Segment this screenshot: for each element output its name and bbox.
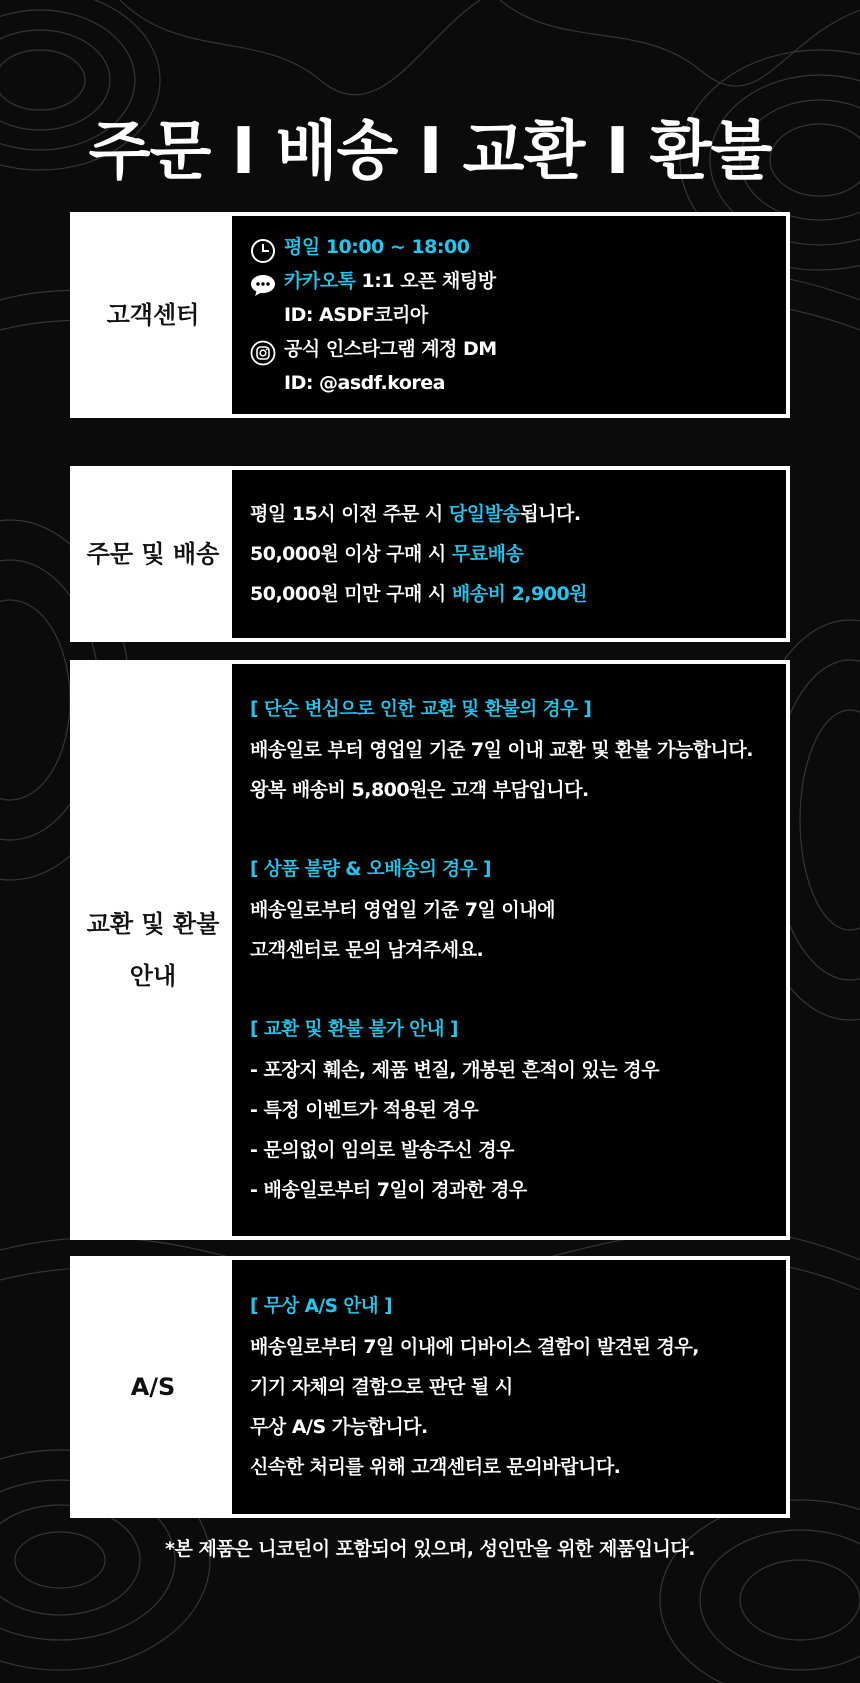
business-hours: 평일 10:00 ~ 18:00	[284, 236, 470, 258]
shipping-content	[232, 470, 786, 638]
kakao-chat-icon	[250, 272, 276, 298]
simple-change-line-2: 왕복 배송비 5,800원은 고객 부담입니다.	[250, 779, 589, 801]
not-allowed-item: - 포장지 훼손, 제품 변질, 개봉된 흔적이 있는 경우	[250, 1059, 659, 1081]
exchange-label	[74, 664, 232, 1236]
exchange-section	[70, 660, 790, 1240]
same-day-highlight: 당일발송	[448, 503, 521, 525]
shipping-line-2-text: 50,000원 이상 구매 시	[250, 543, 452, 565]
not-allowed-heading: [ 교환 및 환불 불가 안내 ]	[250, 1019, 458, 1040]
shipping-line-3-text: 50,000원 미만 구매 시	[250, 583, 452, 605]
kakao-text	[284, 264, 496, 298]
free-as-heading: [ 무상 A/S 안내 ]	[250, 1296, 393, 1317]
as-label: A/S	[74, 1260, 232, 1514]
defect-line-2: 고객센터로 문의 남겨주세요.	[250, 939, 484, 961]
simple-change-line-1: 배송일로 부터 영업일 기준 7일 이내 교환 및 환불 가능합니다.	[250, 739, 753, 761]
spacer	[250, 970, 768, 1010]
free-shipping-highlight: 무료배송	[451, 543, 524, 565]
not-allowed-item: - 문의없이 임의로 발송주신 경우	[250, 1139, 514, 1161]
as-section	[70, 1256, 790, 1518]
instagram-id: ID: @asdf.korea	[284, 372, 445, 394]
as-content	[232, 1260, 786, 1514]
exchange-label-line-2: 안내	[129, 962, 177, 990]
page-title: 주문 I 배송 I 교환 I 환불	[88, 115, 772, 189]
spacer	[250, 810, 768, 850]
instagram-row	[250, 332, 768, 366]
as-line-2: 기기 자체의 결함으로 판단 될 시	[250, 1376, 513, 1398]
shipping-line-fee	[250, 574, 768, 614]
shipping-line-free	[250, 534, 768, 574]
nicotine-footnote: *본 제품은 니코틴이 포함되어 있으며, 성인만을 위한 제품입니다.	[165, 1538, 695, 1560]
simple-change-heading: [ 단순 변심으로 인한 교환 및 환불의 경우 ]	[250, 699, 592, 720]
instagram-text: 공식 인스타그램 계정 DM	[284, 338, 497, 360]
exchange-content	[232, 664, 786, 1236]
shipping-label: 주문 및 배송	[74, 470, 232, 638]
not-allowed-item: - 특정 이벤트가 적용된 경우	[250, 1099, 479, 1121]
shipping-line-1-text: 평일 15시 이전 주문 시	[250, 503, 449, 525]
kakao-channel: 1:1 오픈 채팅방	[355, 270, 496, 292]
as-line-3: 무상 A/S 가능합니다.	[250, 1416, 428, 1438]
exchange-label-line-1: 교환 및 환불	[86, 910, 220, 938]
as-line-1: 배송일로부터 7일 이내에 디바이스 결함이 발견된 경우,	[250, 1336, 699, 1358]
customer-center-section	[70, 212, 790, 418]
instagram-icon	[250, 340, 276, 366]
kakao-row	[250, 264, 768, 298]
shipping-line-same-day	[250, 494, 768, 534]
hours-row	[250, 230, 768, 264]
shipping-line-1-end: 됩니다.	[520, 503, 581, 525]
defect-heading: [ 상품 불량 & 오배송의 경우 ]	[250, 859, 491, 880]
shipping-section	[70, 466, 790, 642]
clock-icon	[250, 238, 276, 264]
as-line-4: 신속한 처리를 위해 고객센터로 문의바랍니다.	[250, 1456, 621, 1478]
kakao-id: ID: ASDF코리아	[284, 304, 428, 326]
kakao-brand: 카카오톡	[284, 270, 356, 292]
shipping-fee-highlight: 배송비 2,900원	[451, 583, 588, 605]
customer-center-label: 고객센터	[74, 216, 232, 414]
defect-line-1: 배송일로부터 영업일 기준 7일 이내에	[250, 899, 555, 921]
customer-center-content	[232, 216, 786, 414]
not-allowed-item: - 배송일로부터 7일이 경과한 경우	[250, 1179, 527, 1201]
